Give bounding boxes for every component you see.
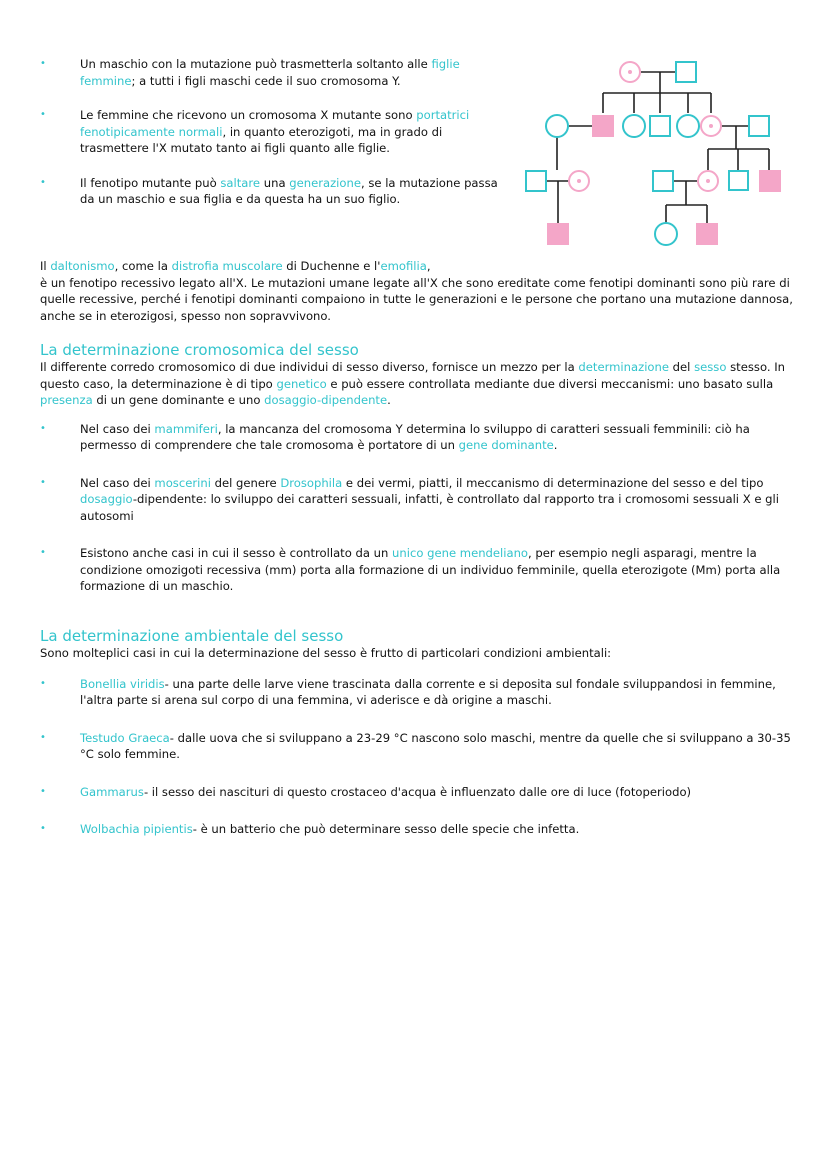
section-title: La determinazione ambientale del sesso	[40, 627, 344, 645]
affected-male-symbol	[760, 171, 780, 191]
text-run: , in quanto eterozigoti, ma in grado di trasmettere l'X mutato tanto ai figli quanto alle figlie.	[80, 124, 443, 155]
highlight-term: sesso	[694, 360, 727, 374]
highlight-term: gene dominante	[458, 438, 554, 452]
female-symbol	[546, 115, 568, 137]
text-run: Esistono anche casi in cui il sesso è controllato da un	[80, 546, 393, 560]
highlight-term: genetico	[276, 376, 327, 391]
text-run: -dipendente: lo sviluppo dei caratteri sessuali, infatti, è controllato dal rapporto tra i cromosomi sessuali X e gli autosomi	[80, 492, 779, 523]
text-run: e dei vermi, piatti, il meccanismo di determinazione del sesso e del tipo	[342, 475, 764, 490]
text-run: di Duchenne e l'	[282, 259, 381, 273]
text-run: Un maschio con la mutazione può trasmetterla soltanto alle	[80, 57, 432, 71]
highlight-term: daltonismo	[50, 259, 115, 273]
highlight-term: figlie femmine	[80, 57, 460, 88]
male-symbol	[729, 171, 748, 190]
highlight-term: Bonellia viridis	[80, 676, 165, 691]
text-run: , come la	[114, 259, 172, 273]
text-run: , se la mutazione passa da un maschio e sua figlia e da questa ha un suo figlio.	[80, 175, 498, 206]
bullet-item	[40, 821, 800, 838]
female-symbol	[623, 115, 645, 137]
pedigree-diagram	[520, 55, 785, 250]
highlight-term: distrofia muscolare	[171, 259, 283, 273]
highlight-term: Testudo Graeca	[80, 730, 170, 745]
section-body	[40, 359, 800, 409]
highlight-term: dosaggio-dipendente	[264, 393, 388, 407]
text-run: , è un fenotipo recessivo legato all'X. Le mutazioni umane legate all'X che sono ereditate come fenotipi dominanti sono più rare di quelle recessive, perché i fenotipi dominanti compaiono in tutte le generazioni e le persone che portano una mutazione dannosa, anche se in eterozigosi, spesso non sopravvivono.	[40, 259, 793, 323]
intro-paragraph	[40, 258, 800, 324]
highlight-term: determinazione	[578, 360, 669, 374]
bullet-item	[40, 421, 800, 454]
text-run: Nel caso dei	[80, 421, 155, 436]
highlight-term: saltare	[220, 175, 261, 190]
text-run: - dalle uova che si sviluppano a 23-29 °C nascono solo maschi, mentre da quelle che si sviluppano a 30-35 °C solo femmine.	[80, 730, 791, 761]
text-run: Le femmine che ricevono un cromosoma X mutante sono	[80, 108, 417, 122]
section-chromosomal	[40, 341, 800, 614]
highlight-term: emofilia	[380, 259, 427, 273]
environmental-bullets	[40, 676, 800, 838]
highlight-term: dosaggio	[80, 492, 133, 506]
bullet-item	[40, 676, 800, 709]
section-body	[40, 645, 800, 662]
bullet-item	[40, 545, 800, 595]
text-run: ; a tutti i figli maschi cede il suo cromosoma Y.	[131, 73, 401, 88]
affected-male-symbol	[593, 116, 613, 136]
male-symbol	[749, 116, 769, 136]
top-bullet-list	[40, 56, 510, 227]
text-run: di un gene dominante e uno	[92, 393, 265, 407]
affected-male-symbol	[548, 224, 568, 244]
text-run: del genere	[210, 475, 281, 490]
highlight-term: presenza	[40, 393, 93, 407]
chromosomal-bullets	[40, 421, 800, 595]
text-run: - il sesso dei nascituri di questo crostaceo d'acqua è influenzato dalle ore di luce (fotoperiodo)	[143, 784, 692, 799]
text-run: Nel caso dei	[80, 475, 155, 490]
text-run: - una parte delle larve viene trascinata dalla corrente e si deposita sul fondale sviluppandosi in femmine, l'altra parte si arena sul corpo di una femmina, vi aderisce e dà origine a maschi.	[80, 676, 776, 707]
text-run: e può essere controllata mediante due diversi meccanismi: uno basato sulla	[326, 376, 774, 391]
bullet-item	[40, 730, 800, 763]
bullet-item	[40, 56, 510, 89]
bullet-item	[40, 107, 510, 157]
text-run: Il differente corredo cromosomico di due individui di sesso diverso, fornisce un mezzo per la	[40, 360, 579, 374]
highlight-term: Drosophila	[280, 475, 343, 490]
text-run: , la mancanza del cromosoma Y determina lo sviluppo di caratteri sessuali femminili: ciò ha permesso di comprendere che tale cromosoma è portatore di un	[80, 421, 750, 452]
bullet-item	[40, 175, 510, 208]
x-linked-bullets	[40, 56, 510, 208]
male-symbol	[526, 171, 546, 191]
text-run: stesso. In questo caso, la determinazione è di tipo	[40, 360, 785, 391]
female-symbol	[677, 115, 699, 137]
text-run: .	[553, 438, 558, 452]
section-environmental	[40, 627, 800, 857]
highlight-term: generazione	[289, 175, 361, 190]
affected-male-symbol	[697, 224, 717, 244]
highlight-term: mammiferi	[154, 421, 218, 436]
text-run: una	[260, 175, 290, 190]
text-run: .	[387, 393, 391, 407]
highlight-term: Wolbachia pipientis	[80, 822, 193, 836]
female-symbol	[655, 223, 677, 245]
bullet-item	[40, 784, 800, 801]
text-run: Il	[40, 259, 51, 273]
bullet-item	[40, 475, 800, 525]
paragraph-text	[40, 258, 800, 324]
text-run: del	[669, 360, 695, 374]
male-symbol	[676, 62, 696, 82]
text-run: Il fenotipo mutante può	[80, 175, 221, 190]
highlight-term: portatrici fenotipicamente normali	[80, 108, 470, 139]
text-run: Sono molteplici casi in cui la determinazione del sesso è frutto di particolari condizioni ambientali:	[40, 646, 612, 660]
highlight-term: moscerini	[154, 475, 211, 490]
highlight-term: unico gene mendeliano	[392, 546, 529, 560]
text-run: , per esempio negli asparagi, mentre la condizione omozigoti recessiva (mm) porta alla formazione di un individuo femminile, quella eterozigote (Mm) porta alla formazione di un maschio.	[80, 546, 781, 593]
male-symbol	[650, 116, 670, 136]
section-title: La determinazione cromosomica del sesso	[40, 341, 359, 359]
text-run: - è un batterio che può determinare sesso delle specie che infetta.	[192, 822, 580, 836]
male-symbol	[653, 171, 673, 191]
highlight-term: Gammarus	[80, 784, 144, 799]
